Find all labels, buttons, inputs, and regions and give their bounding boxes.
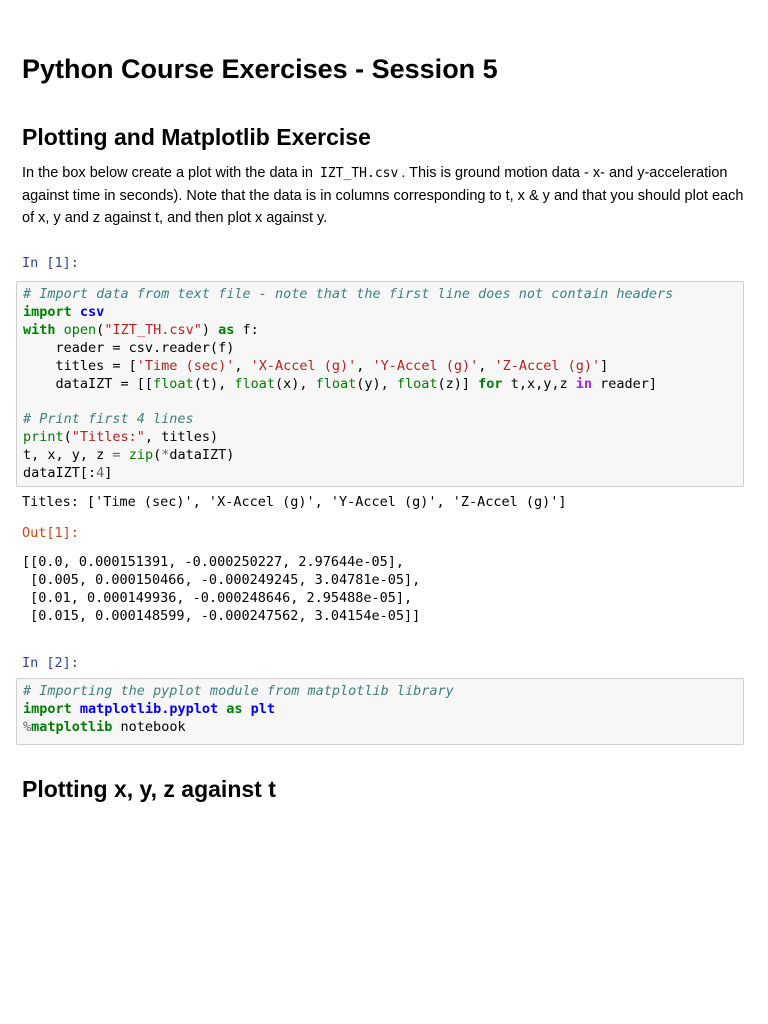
code-builtin: float: [396, 375, 438, 392]
code-text: titles = [: [23, 357, 137, 374]
code-keyword: for: [478, 375, 503, 392]
code-string: 'Y-Accel (g)': [372, 357, 479, 374]
code-text: ]: [600, 357, 609, 374]
code-operator: =: [112, 447, 121, 464]
section-heading-plotting-exercise: Plotting and Matplotlib Exercise: [22, 124, 371, 150]
code-text: dataIZT[:: [23, 465, 97, 482]
code-builtin: float: [153, 375, 194, 392]
code-keyword: import: [23, 303, 72, 320]
code-builtin: float: [234, 375, 275, 392]
code-operator: *: [161, 447, 170, 464]
code-comment: # Import data from text file - note that the first line does not contain headers: [23, 286, 674, 302]
filename-inline-code: IZT_TH.csv: [320, 166, 399, 181]
section-heading-plot-xyz: Plotting x, y, z against t: [22, 776, 276, 802]
code-magic-command: matplotlib: [31, 718, 113, 735]
code-string: 'Time (sec)': [136, 357, 235, 374]
code-operator-word: in: [575, 375, 592, 392]
result-output-1: [[0.0, 0.000151391, -0.000250227, 2.97644e-05], [0.005, 0.000150466, -0.000249245, 3.04781e-05], [0.01, 0.000149936, -0.000248646, 2.95488e-05], [0.015, 0.000148599, -0.000247562, 3.04154e-05]]: [22, 554, 421, 624]
code-text: dataIZT): [169, 447, 235, 464]
intro-paragraph: [22, 162, 752, 229]
code-text: , titles): [144, 429, 219, 446]
code-comment: # Importing the pyplot module from matplotlib library: [23, 683, 454, 699]
code-builtin: zip: [128, 447, 154, 464]
code-cell-2[interactable]: [16, 678, 744, 745]
code-builtin: print: [23, 429, 64, 446]
code-text: f:: [234, 321, 259, 338]
code-number: 4: [96, 465, 105, 482]
code-builtin: float: [315, 375, 357, 392]
code-text: dataIZT = [[: [23, 375, 154, 392]
code-text: reader = csv.reader(f): [23, 339, 235, 356]
code-module-name: csv: [79, 303, 105, 320]
code-module-name: matplotlib.pyplot: [79, 700, 219, 717]
code-text: t, x, y, z: [23, 447, 113, 464]
code-text: reader]: [591, 375, 658, 392]
code-cell-2-source[interactable]: [23, 683, 737, 737]
code-text: ): [201, 321, 219, 338]
code-string: "IZT_TH.csv": [104, 321, 202, 338]
page-title: Python Course Exercises - Session 5: [22, 54, 498, 84]
stdout-output-1: Titles: ['Time (sec)', 'X-Accel (g)', 'Y-Accel (g)', 'Z-Accel (g)']: [22, 494, 567, 510]
code-builtin: open: [63, 321, 97, 338]
code-text: ]: [104, 465, 113, 482]
code-comment: # Print first 4 lines: [23, 411, 194, 428]
input-prompt-1: In [1]:: [22, 255, 79, 271]
code-keyword: as: [226, 700, 243, 717]
output-prompt-1: Out[1]:: [22, 525, 79, 541]
intro-text-start: In the box below create a plot with the data in: [22, 165, 318, 181]
code-keyword: with: [23, 321, 56, 338]
code-keyword: as: [218, 321, 235, 338]
code-text: t,x,y,z: [502, 375, 576, 392]
code-string: 'X-Accel (g)': [250, 357, 357, 374]
code-operator: %: [23, 718, 32, 735]
input-prompt-2: In [2]:: [22, 655, 79, 671]
code-string: "Titles:": [71, 429, 145, 446]
code-string: 'Z-Accel (g)': [494, 357, 601, 374]
intro-text-end: . This is ground motion data - x- and y-acceleration against time in seconds). Note that the data is in columns corresponding to t, x & y and that you should plot each of x, y and z against t, and then plot x against y.: [22, 165, 744, 226]
code-text: notebook: [112, 718, 186, 735]
code-cell-1-source[interactable]: # Import data from text file - note that the first line does not contain headers import csv with open("IZT_TH.csv") as f: reader = csv.reader(f) titles = ['Time (sec)', 'X-Accel (g)', 'Y-Accel (g)', 'Z-Accel (g)'] dataIZT = [[float(t), float(x), float(y), float(z)] for t,x,y,z in reader] # Print first 4 lines print("Titles:", titles) t, x, y, z = zip(*dataIZT) dataIZT[:4]: [23, 286, 674, 482]
code-cell-1[interactable]: [16, 281, 744, 487]
code-text: (: [96, 321, 105, 338]
code-keyword: import: [23, 700, 72, 717]
code-module-alias: plt: [250, 700, 276, 717]
